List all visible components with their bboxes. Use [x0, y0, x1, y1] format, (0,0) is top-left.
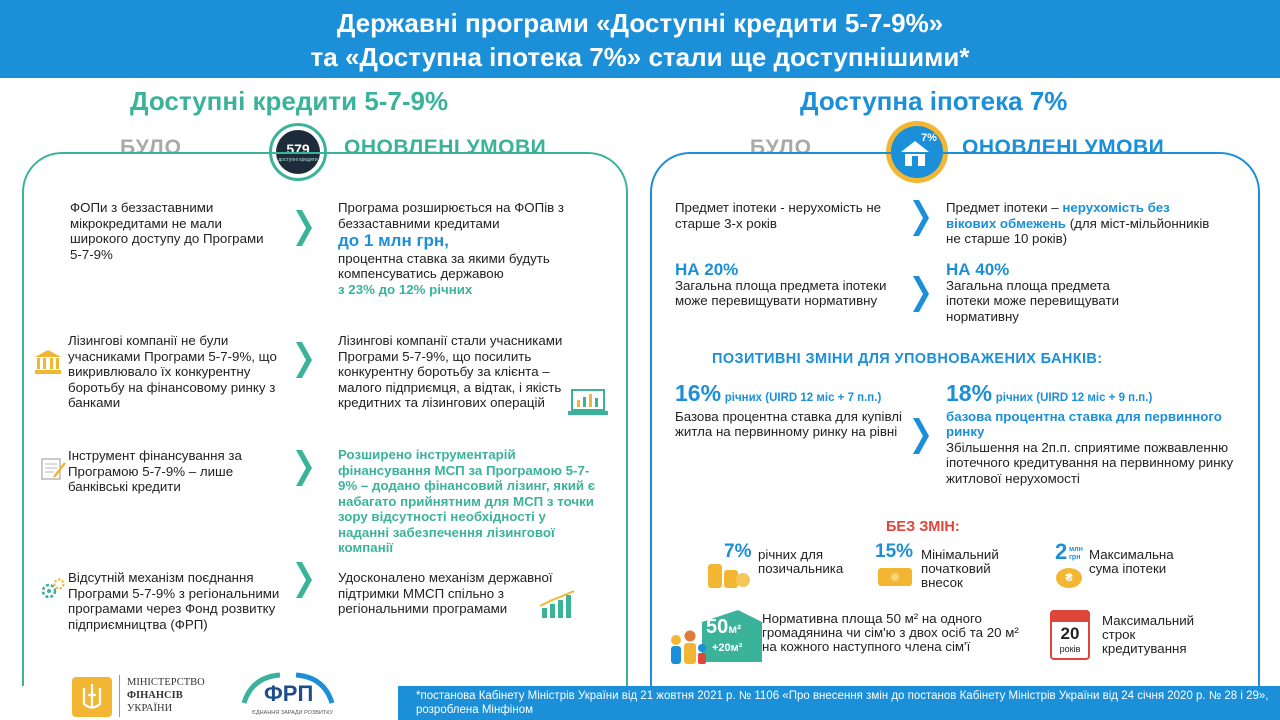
right-row1-upd-hl: нерухомість без вікових обмежень [946, 200, 1170, 231]
gears-icon [40, 577, 66, 606]
family-house-icon [668, 608, 768, 673]
ministry-line-2: ФІНАНСІВ [127, 690, 183, 701]
area-big: 50м² [706, 616, 742, 638]
banks-heading: ПОЗИТИВНІ ЗМІНИ ДЛЯ УПОВНОВАЖЕНИХ БАНКІВ: [712, 351, 1103, 367]
money-bag-icon: ₴ [1056, 568, 1082, 588]
stat3-unit-1: млн [1069, 546, 1083, 553]
ministry-line-1: МІНІСТЕРСТВО [127, 677, 205, 688]
bank-was-small: річних (UIRD 12 міс + 7 п.п.) [724, 392, 882, 404]
frp-logo [240, 669, 336, 720]
right-row1-upd-b: (для міст-мільйонників не старше 10 років) [946, 215, 1210, 246]
page-header [0, 0, 1280, 78]
document-icon [40, 457, 66, 486]
left-row2-upd: Лізингові компанії стали учасниками Програми 5-7-9%, що посилить конкурентну боротьбу за клієнта – малого підприємця, а відтак, і якість кредитних та лізингових операцій [338, 333, 563, 410]
right-row2-was [675, 262, 915, 309]
header-line-2: та «Доступна іпотека 7%» стали ще доступнішими* [310, 42, 970, 72]
stat3-big: 2 [1055, 539, 1068, 564]
bank-upd-big: 18% [946, 380, 993, 406]
ministry-emblem-icon [72, 677, 112, 717]
ministry-divider [119, 675, 120, 717]
left-row3-was: Інструмент фінансування за Програмою 5-7-9% – лише банківські кредити [68, 448, 242, 494]
stat3-text: Максимальна сума іпотеки [1089, 547, 1174, 576]
chevron-right-icon [296, 342, 312, 378]
left-row4-was: Відсутній механізм поєднання Програми 5-7-9% з регіональними програмами через Фонд розвитку підприємництва (ФРП) [68, 570, 280, 632]
ministry-line-3: УКРАЇНИ [127, 703, 173, 714]
left-row1-upd-hl: з 23% до 12% річних [338, 281, 473, 297]
no-changes-heading: БЕЗ ЗМІН: [886, 519, 960, 535]
stat1-text: річних для позичальника [758, 547, 844, 576]
mortgage-logo-text: 7% [921, 132, 937, 144]
left-was-label: БУЛО [120, 136, 182, 159]
right-updated-label: ОНОВЛЕНІ УМОВИ [962, 136, 1165, 159]
term-unit: років [1059, 644, 1081, 654]
bank-upd-hl: базова процентна ставка для первинного ринку [946, 408, 1222, 439]
term-text: Максимальний строк кредитування [1102, 613, 1195, 656]
bank-upd-small: річних (UIRD 12 міс + 9 п.п.) [995, 392, 1153, 404]
bank-upd [946, 380, 1246, 486]
footer-note: *постанова Кабінету Міністрів України від 21 жовтня 2021 р. № 1106 «Про внесення змін до постанов Кабінету Міністрів України від 24 січня 2020 р. № 28 і 29», розроблена Мінфіном [398, 686, 1280, 720]
left-updated-label: ОНОВЛЕНІ УМОВИ [344, 136, 547, 159]
right-row2-upd-big: НА 40% [946, 260, 1010, 279]
logo-579-text: 579 [286, 141, 310, 157]
right-row2-was-big: НА 20% [675, 260, 739, 279]
right-row1-upd-a: Предмет іпотеки – [946, 200, 1059, 215]
chevron-right-icon [296, 562, 312, 598]
left-row4-upd: Удосконалено механізм державної підтримки ММСП спільно з регіональними програмами [338, 570, 553, 616]
right-row2-upd-text: Загальна площа предмета іпотеки може перевищувати нормативну [946, 277, 1120, 324]
frp-sub: ЄДНАННЯ ЗАРАДИ РОЗВИТКУ [252, 710, 333, 716]
left-section-title: Доступні кредити 5-7-9% [130, 86, 449, 116]
left-row1-was: ФОПи з беззаставними мікрокредитами не мали широкого доступу до Програми 5-7-9% [70, 200, 264, 262]
area-text: Нормативна площа 50 м² на одного громадянина чи сім'ю з двох осіб та 20 м² на кожного наступного члена сім'ї [762, 611, 1019, 654]
left-row2-was: Лізингові компанії не були учасниками Програми 5-7-9%, що викривлювало їх конкурентну боротьбу на фінансовому ринку з банками [68, 333, 277, 410]
area-plus: +20м² [712, 642, 743, 654]
chevron-right-icon [296, 210, 312, 246]
right-row1-was: Предмет іпотеки - нерухомість не старше 3-х років [675, 200, 882, 231]
cash-icon [878, 562, 912, 593]
header-line-1: Державні програми «Доступні кредити 5-7-9%» [336, 8, 944, 38]
left-row1-upd-big: до 1 млн грн, [338, 231, 449, 250]
bank-was [675, 380, 905, 440]
right-section-title: Доступна іпотека 7% [800, 86, 1068, 116]
stat3-units [1069, 546, 1083, 562]
left-row1-upd [338, 200, 598, 297]
logo-579-sub: доступні кредити [278, 157, 318, 163]
frp-text: ФРП [264, 681, 314, 706]
right-row2-was-text: Загальна площа предмета іпотеки може перевищувати нормативну [675, 277, 887, 308]
right-was-label: БУЛО [750, 136, 812, 159]
left-row1-upd-b: процентна ставка за якими будуть компенсуватись державою [338, 250, 550, 281]
ministry-logo-text [127, 676, 205, 715]
bank-icon [34, 349, 62, 380]
chevron-right-icon [913, 418, 929, 454]
left-row3-upd: Розширено інструментарій фінансування МСП за Програмою 5-7-9% – додано фінансовий лізинг, який є набагато прийнятним для МСП з точки зору відсутності необхідності у наданні забезпечення лізингової компанії [338, 447, 596, 555]
bank-upd-text: Збільшення на 2п.п. сприятиме пожвавленню іпотечного кредитування на первинному ринку житлової нерухомості [946, 439, 1234, 486]
stat1-big: 7% [724, 541, 752, 562]
bank-was-text: Базова процентна ставка для купівлі житла на первинному ринку на рівні [675, 408, 902, 439]
stat2-text: Мінімальний початковий внесок [921, 547, 999, 590]
laptop-chart-icon [568, 388, 608, 421]
growth-chart-icon [538, 590, 578, 625]
calendar-icon [1050, 610, 1090, 660]
chevron-right-icon [913, 276, 929, 312]
stat2-big: 15% [875, 541, 914, 562]
right-row1-upd [946, 200, 1216, 247]
coins-icon [706, 560, 750, 593]
bank-was-big: 16% [675, 380, 722, 406]
stat3-unit-2: грн [1069, 554, 1081, 561]
chevron-right-icon [913, 200, 929, 236]
right-row2-upd [946, 262, 1146, 324]
left-row1-upd-a: Програма розширюється на ФОПів з беззаставними кредитами [338, 200, 565, 231]
term-big: 20 [1060, 624, 1080, 643]
chevron-right-icon [296, 450, 312, 486]
